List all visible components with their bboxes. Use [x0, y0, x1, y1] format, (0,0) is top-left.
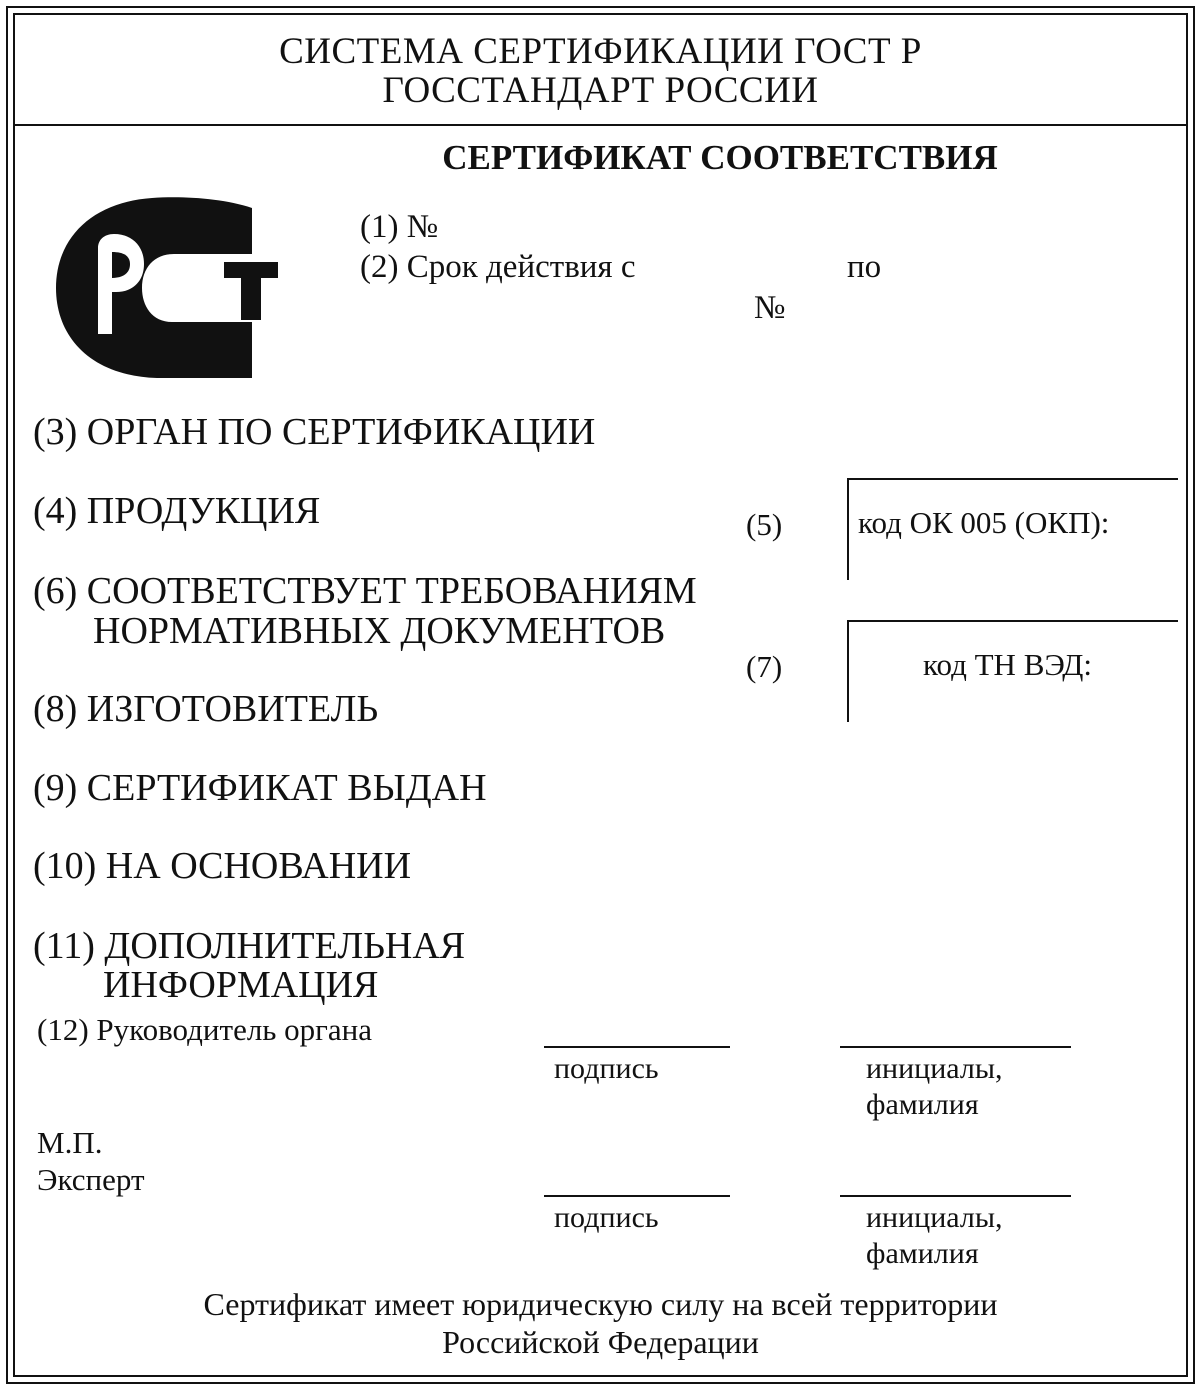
certificate-number-label: (1) №	[360, 209, 439, 245]
validity-label: (2) Срок действия с	[360, 249, 636, 285]
head-name-label-line2: фамилия	[866, 1088, 979, 1121]
item-5-label: (5)	[746, 507, 783, 542]
rst-mark-icon	[52, 196, 282, 380]
conforms-label-line2: НОРМАТИВНЫХ ДОКУМЕНТОВ	[93, 610, 666, 652]
validity-note: Сертификат имеет юридическую силу на всей территории	[203, 1286, 998, 1322]
head-name-label: инициалы,	[866, 1052, 1003, 1085]
certification-body-label: (3) ОРГАН ПО СЕРТИФИКАЦИИ	[33, 411, 596, 453]
stamp-label: М.П.	[37, 1125, 103, 1160]
additional-info-label-line2: ИНФОРМАЦИЯ	[103, 964, 379, 1006]
header-divider	[13, 124, 1188, 126]
expert-name-label: инициалы,	[866, 1201, 1003, 1234]
head-of-body-label: (12) Руководитель органа	[37, 1012, 373, 1047]
document-title: СЕРТИФИКАТ СООТВЕТСТВИЯ	[442, 138, 998, 177]
manufacturer-label: (8) ИЗГОТОВИТЕЛЬ	[33, 688, 379, 730]
registration-number-label: №	[754, 290, 786, 326]
expert-signature-label: подпись	[554, 1201, 659, 1234]
expert-name-line	[840, 1195, 1071, 1197]
head-signature-label: подпись	[554, 1052, 659, 1085]
tnved-code-label: код ТН ВЭД:	[923, 647, 1092, 682]
conforms-label: (6) СООТВЕТСТВУЕТ ТРЕБОВАНИЯМ	[33, 570, 697, 612]
expert-signature-line	[544, 1195, 730, 1197]
additional-info-label: (11) ДОПОЛНИТЕЛЬНАЯ	[33, 925, 466, 967]
validity-note-line2: Российской Федерации	[442, 1324, 759, 1360]
validity-to-label: по	[847, 249, 882, 285]
item-7-label: (7)	[746, 649, 783, 684]
expert-name-label-line2: фамилия	[866, 1237, 979, 1270]
system-title: СИСТЕМА СЕРТИФИКАЦИИ ГОСТ Р	[279, 31, 922, 72]
basis-label: (10) НА ОСНОВАНИИ	[33, 845, 412, 887]
head-signature-line	[544, 1046, 730, 1048]
agency-title: ГОССТАНДАРТ РОССИИ	[382, 70, 819, 111]
okp-code-label: код ОК 005 (ОКП):	[858, 505, 1110, 540]
issued-to-label: (9) СЕРТИФИКАТ ВЫДАН	[33, 767, 487, 809]
product-label: (4) ПРОДУКЦИЯ	[33, 490, 321, 532]
head-name-line	[840, 1046, 1071, 1048]
expert-label: Эксперт	[37, 1162, 145, 1197]
